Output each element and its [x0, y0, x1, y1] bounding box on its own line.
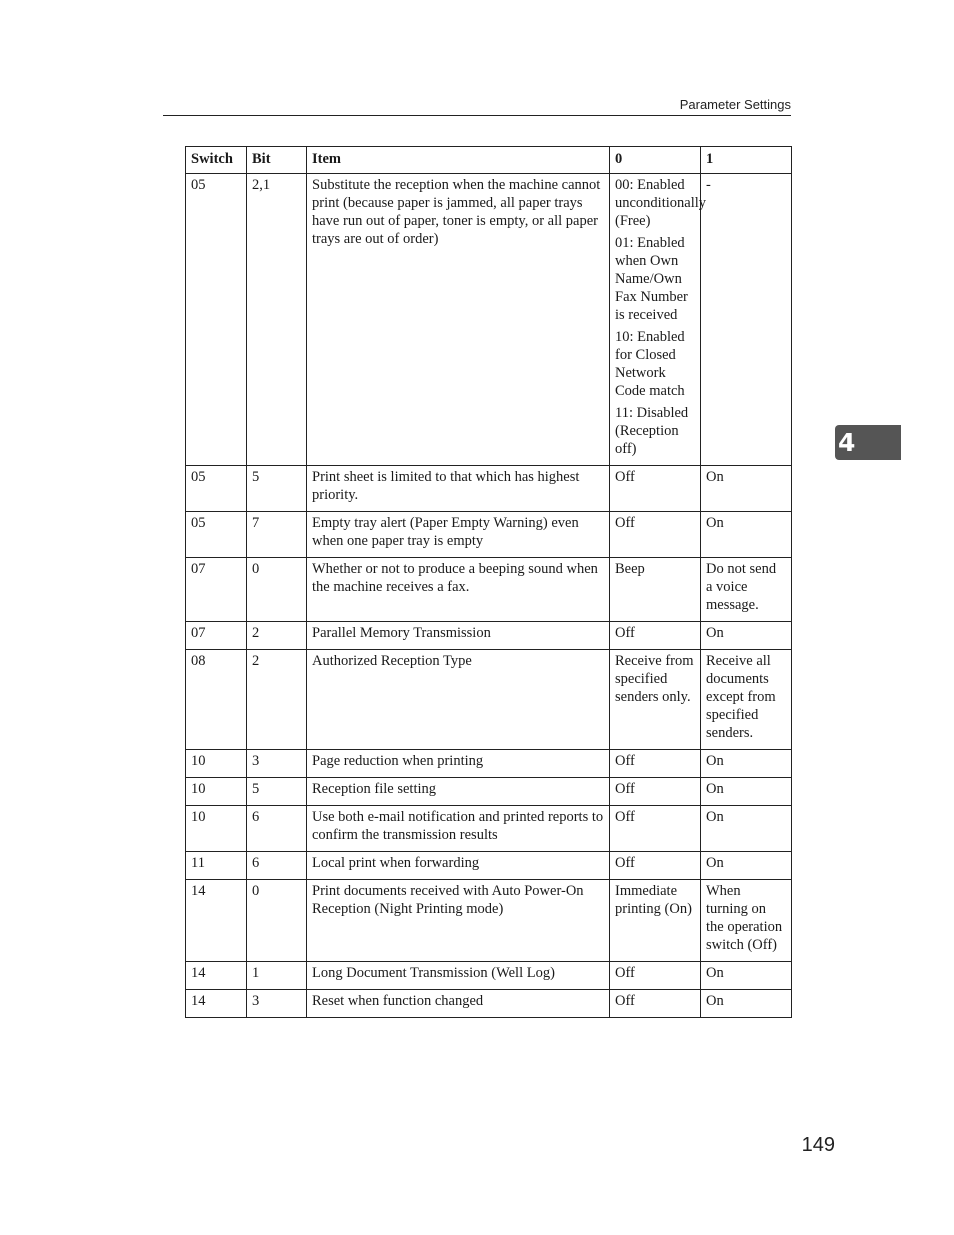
cell-switch: 05	[186, 174, 247, 466]
cell-value-1: On	[701, 806, 792, 852]
cell-switch: 14	[186, 990, 247, 1018]
table-row	[186, 962, 792, 990]
cell-value-0: Off	[610, 622, 701, 650]
cell-item: Whether or not to produce a beeping sound when the machine receives a fax.	[307, 558, 610, 622]
cell-item: Long Document Transmission (Well Log)	[307, 962, 610, 990]
table-row	[186, 466, 792, 512]
table-row	[186, 174, 792, 466]
cell-item: Page reduction when printing	[307, 750, 610, 778]
table-row	[186, 512, 792, 558]
cell-item: Substitute the reception when the machine cannot print (because paper is jammed, all paper trays have run out of paper, toner is empty, or all paper trays are out of order)	[307, 174, 610, 466]
cell-item: Authorized Reception Type	[307, 650, 610, 750]
table-row	[186, 778, 792, 806]
cell-value-0: Off	[610, 466, 701, 512]
cell-bit: 7	[247, 512, 307, 558]
table-row	[186, 558, 792, 622]
cell-item: Reception file setting	[307, 778, 610, 806]
cell-value-0	[610, 174, 707, 466]
table-row	[186, 806, 792, 852]
column-header-bit: Bit	[247, 147, 307, 174]
table-header-row	[186, 147, 792, 174]
cell-switch: 10	[186, 806, 247, 852]
column-header-value-1: 1	[701, 147, 792, 174]
cell-bit: 6	[247, 806, 307, 852]
value-option: 01: Enabled when Own Name/Own Fax Number is received	[615, 235, 688, 323]
column-header-item: Item	[307, 147, 610, 174]
table-row	[186, 880, 792, 962]
cell-item: Use both e-mail notification and printed reports to confirm the transmission results	[307, 806, 610, 852]
chapter-tab: 4	[835, 425, 901, 460]
cell-item: Print documents received with Auto Power-On Reception (Night Printing mode)	[307, 880, 610, 962]
cell-switch: 07	[186, 558, 247, 622]
cell-bit: 3	[247, 750, 307, 778]
value-option: 10: Enabled for Closed Network Code match	[615, 329, 685, 399]
cell-bit: 0	[247, 558, 307, 622]
cell-switch: 10	[186, 778, 247, 806]
table-row	[186, 650, 792, 750]
cell-item: Empty tray alert (Paper Empty Warning) even when one paper tray is empty	[307, 512, 610, 558]
cell-item: Local print when forwarding	[307, 852, 610, 880]
table-row	[186, 750, 792, 778]
cell-value-0: Beep	[610, 558, 701, 622]
table-row	[186, 622, 792, 650]
cell-bit: 2,1	[247, 174, 307, 466]
cell-switch: 14	[186, 962, 247, 990]
cell-bit: 6	[247, 852, 307, 880]
cell-item: Print sheet is limited to that which has highest priority.	[307, 466, 610, 512]
cell-bit: 5	[247, 466, 307, 512]
cell-value-1: On	[701, 778, 792, 806]
cell-value-1: -	[701, 174, 792, 466]
column-header-switch: Switch	[186, 147, 247, 174]
cell-value-1: Do not send a voice message.	[701, 558, 792, 622]
cell-value-1: On	[701, 962, 792, 990]
cell-switch: 05	[186, 512, 247, 558]
value-option: 00: Enabled unconditionally (Free)	[615, 177, 707, 229]
cell-value-1: On	[701, 512, 792, 558]
cell-bit: 5	[247, 778, 307, 806]
cell-switch: 10	[186, 750, 247, 778]
value-option: 11: Disabled (Reception off)	[615, 405, 689, 457]
cell-value-0: Off	[610, 852, 701, 880]
cell-bit: 2	[247, 622, 307, 650]
running-title: Parameter Settings	[679, 97, 791, 112]
table-row	[186, 990, 792, 1018]
cell-value-1: On	[701, 750, 792, 778]
cell-value-0: Off	[610, 750, 701, 778]
cell-bit: 0	[247, 880, 307, 962]
running-header	[163, 96, 791, 116]
parameter-table	[185, 146, 792, 1018]
cell-value-1: When turning on the operation switch (Off)	[701, 880, 792, 962]
cell-switch: 11	[186, 852, 247, 880]
cell-value-1: On	[701, 622, 792, 650]
cell-switch: 05	[186, 466, 247, 512]
cell-value-0: Receive from specified senders only.	[610, 650, 701, 750]
page-number: 149	[801, 1134, 835, 1156]
cell-value-0: Off	[610, 962, 701, 990]
cell-value-0: Off	[610, 778, 701, 806]
cell-bit: 2	[247, 650, 307, 750]
cell-bit: 3	[247, 990, 307, 1018]
column-header-value-0: 0	[610, 147, 701, 174]
cell-value-0: Off	[610, 806, 701, 852]
cell-value-0: Off	[610, 512, 701, 558]
cell-value-1: Receive all documents except from specified senders.	[701, 650, 792, 750]
cell-item: Reset when function changed	[307, 990, 610, 1018]
cell-value-0: Off	[610, 990, 701, 1018]
cell-bit: 1	[247, 962, 307, 990]
cell-switch: 07	[186, 622, 247, 650]
cell-switch: 14	[186, 880, 247, 962]
table-row	[186, 852, 792, 880]
cell-value-1: On	[701, 990, 792, 1018]
cell-item: Parallel Memory Transmission	[307, 622, 610, 650]
cell-value-1: On	[701, 852, 792, 880]
cell-switch: 08	[186, 650, 247, 750]
cell-value-0: Immediate printing (On)	[610, 880, 701, 962]
cell-value-1: On	[701, 466, 792, 512]
